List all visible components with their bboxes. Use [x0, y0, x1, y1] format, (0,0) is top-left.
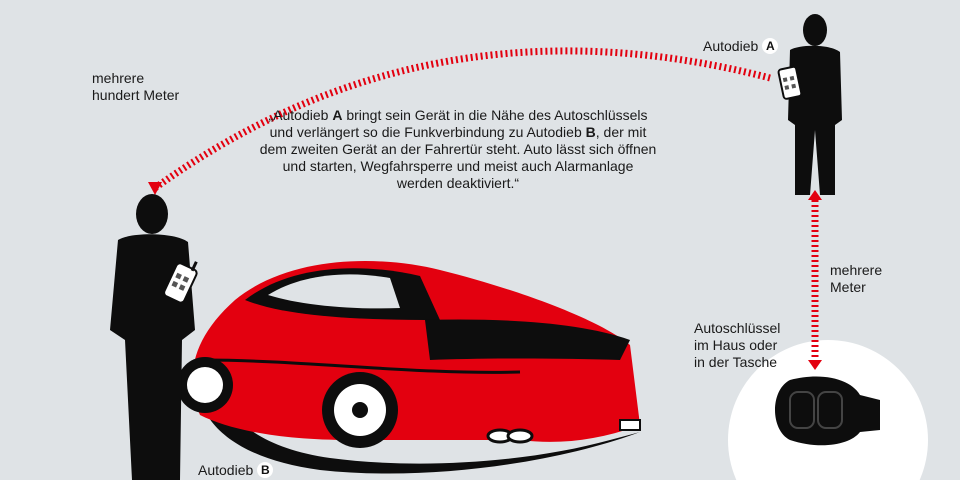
thief-a-text: Autodieb [703, 38, 759, 54]
thief-a-silhouette [788, 14, 842, 195]
thief-a-label [703, 38, 778, 55]
car-illustration [177, 261, 640, 474]
distance-near-line-1: mehrere [830, 262, 883, 278]
distance-far-line-2: hundert Meter [92, 87, 180, 103]
explanation-quote [258, 107, 658, 192]
quote-part-2: bringt sein Gerät in die Nähe des Autoschlüssels und verlängert so die Funkverbindung zu Autodieb [269, 107, 648, 140]
distance-far-line-1: mehrere [92, 70, 145, 86]
thief-a-badge: A [762, 38, 778, 54]
key-location-label [694, 320, 780, 371]
key-location-line-1: Autoschlüssel [694, 320, 781, 336]
quote-part-1: „Autodieb [268, 107, 333, 123]
thief-b-label [198, 462, 273, 479]
key-location-line-2: im Haus oder [694, 337, 778, 353]
quote-part-3: , der mit dem zweiten Gerät an der Fahrertür steht. Auto lässt sich öffnen und starten, Wegfahrsperre und meist auch Alarmanlage werden deaktiviert.“ [259, 124, 657, 191]
distance-near-line-2: Meter [830, 279, 866, 295]
distance-far-label [92, 70, 179, 104]
thief-b-badge: B [257, 462, 273, 478]
quote-letter-b: B [585, 124, 596, 140]
far-arrow-head [148, 182, 162, 195]
thief-b-silhouette [110, 194, 195, 480]
key-location-line-3: in der Tasche [694, 354, 778, 370]
quote-letter-a: A [332, 107, 343, 123]
distance-near-label [830, 262, 882, 296]
thief-b-text: Autodieb [198, 462, 254, 478]
